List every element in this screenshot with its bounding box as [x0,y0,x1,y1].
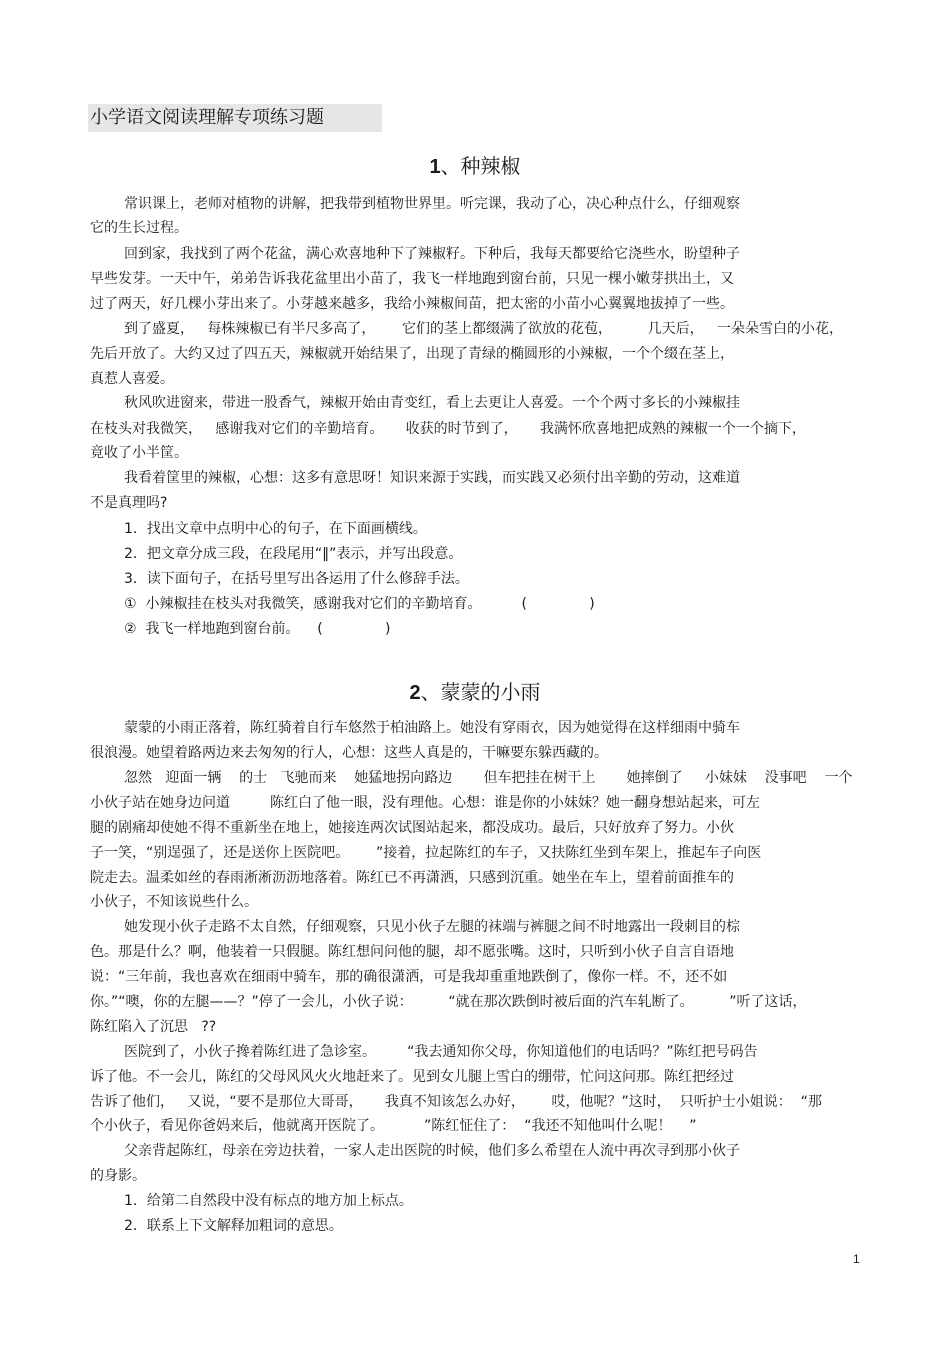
paragraph-line: 很浪漫。她望着路两边来去匆匆的行人，心想：这些人真是的，干嘛要东躲西藏的。 [90,745,608,761]
paragraph-line: 真惹人喜爱。 [90,371,174,387]
paragraph-line: 回到家，我找到了两个花盆，满心欢喜地种下了辣椒籽。下种后，我每天都要给它浇些水，盼望种子 [124,246,740,262]
paragraph-line: 蒙蒙的小雨正落着，陈红骑着自行车悠然于柏油路上。她没有穿雨衣，因为她觉得在这样细雨中骑车 [124,720,740,736]
paragraph-line: 个小伙子，看见你爸妈来后，他就离开医院了。 ”陈红怔住了： “我还不知他叫什么呢！ ” [90,1118,697,1134]
paragraph-line: 陈红陷入了沉思 ?? [90,1019,217,1035]
paragraph-line: 小伙子站在她身边问道 陈红白了他一眼，没有理他。心想：谁是你的小妹妹？她一翻身想站起来，可左 [90,795,761,811]
question-item: 2．联系上下文解释加粗词的意思。 [124,1218,343,1234]
paragraph-line: 小伙子，不知该说些什么。 [90,894,258,910]
question-item: 2．把文章分成三段，在段尾用“‖”表示，并写出段意。 [124,546,463,562]
question-item: 1．找出文章中点明中心的句子，在下面画横线。 [124,521,427,537]
paragraph-line: 告诉了他们， 又说，“要不是那位大哥哥， 我真不知该怎么办好， 哎，他呢？”这时， 只听护士小姐说： “那 [90,1094,822,1110]
paragraph-line: 常识课上，老师对植物的讲解，把我带到植物世界里。听完课，我动了心，决心种点什么，仔细观察 [124,196,740,212]
paragraph-line: 你。”“噢，你的左腿——？”停了一会儿，小伙子说： “就在那次跌倒时被后面的汽车轧断了。 ”听了这话， [90,994,807,1010]
paragraph-line: 早些发芽。一天中午，弟弟告诉我花盆里出小苗了，我飞一样地跑到窗台前，只见一棵小嫩芽拱出土，又 [90,271,734,287]
section-1-number: 1 [429,156,441,178]
section-2-title [0,678,950,707]
paragraph-line: 医院到了，小伙子搀着陈红进了急诊室。 “我去通知你父母，你知道他们的电话吗？”陈红把号码告 [124,1044,758,1060]
paragraph-line: 她发现小伙子走路不太自然，仔细观察，只见小伙子左腿的袜端与裤腿之间不时地露出一段刺目的棕 [124,919,740,935]
question-item: 3．读下面句子，在括号里写出各运用了什么修辞手法。 [124,571,469,587]
section-1-title-text: 、种辣椒 [440,154,521,178]
paragraph-line: 到了盛夏， 每株辣椒已有半尺多高了， 它们的茎上都缀满了欲放的花苞， 几天后， 一朵朵雪白的小花， [124,321,844,337]
paragraph-line: 子一笑，“别逞强了，还是送你上医院吧。 ”接着，拉起陈红的车子，又扶陈红坐到车架上，推起车子向医 [90,845,762,861]
paragraph-line: 它的生长过程。 [90,220,188,236]
section-1-title [0,152,950,181]
paragraph-line: 父亲背起陈红，母亲在旁边扶着，一家人走出医院的时候，他们多么希望在人流中再次寻到那小伙子 [124,1143,740,1159]
paragraph-line: 的身影。 [90,1168,146,1184]
page-number: 1 [853,1252,860,1266]
paragraph-line: 说：“三年前，我也喜欢在细雨中骑车，那的确很潇洒，可是我却重重地跌倒了，像你一样。不，还不如 [90,969,728,985]
paragraph-line: 在枝头对我微笑， 感谢我对它们的辛勤培育。 收获的时节到了， 我满怀欣喜地把成熟的辣椒一个一个摘下， [90,421,806,437]
paragraph-line: 院走去。温柔如丝的春雨淅淅沥沥地落着。陈红已不再潇洒，只感到沉重。她坐在车上，望着前面推车的 [90,870,734,886]
paragraph-line: 竟收了小半筐。 [90,445,188,461]
section-2-title-text: 、蒙蒙的小雨 [420,680,541,704]
question-item: 1．给第二自然段中没有标点的地方加上标点。 [124,1193,413,1209]
paragraph-line: 诉了他。不一会儿，陈红的父母风风火火地赶来了。见到女儿腿上雪白的绷带，忙问这问那。陈红把经过 [90,1069,734,1085]
paragraph-line: 我看着筐里的辣椒，心想：这多有意思呀！知识来源于实践，而实践又必须付出辛勤的劳动，这难道 [124,470,740,486]
document-header: 小学语文阅读理解专项练习题 [90,107,324,128]
paragraph-line: 忽然 迎面一辆 的士 飞驰而来 她猛地拐向路边 但车把挂在树干上 她摔倒了 小妹妹 没事吧 一个 [124,770,853,786]
paragraph-line: 先后开放了。大约又过了四五天，辣椒就开始结果了，出现了青绿的椭圆形的小辣椒，一个个缀在茎上， [90,346,734,362]
paragraph-line: 秋风吹进窗来，带进一股香气，辣椒开始由青变红，看上去更让人喜爱。一个个两寸多长的小辣椒挂 [124,395,740,411]
question-subitem: ① 小辣椒挂在枝头对我微笑，感谢我对它们的辛勤培育。 ( ) [124,596,595,612]
question-subitem: ② 我飞一样地跑到窗台前。 ( ) [124,621,391,637]
paragraph-line: 色。那是什么？啊，他装着一只假腿。陈红想问问他的腿，却不愿张嘴。这时，只听到小伙子自言自语地 [90,944,734,960]
section-2-number: 2 [409,682,421,704]
paragraph-line: 腿的剧痛却使她不得不重新坐在地上，她接连两次试图站起来，都没成功。最后，只好放弃了努力。小伙 [90,820,734,836]
paragraph-line: 过了两天，好几棵小芽出来了。小芽越来越多，我给小辣椒间苗，把太密的小苗小心翼翼地拔掉了一些。 [90,296,734,312]
paragraph-line: 不是真理吗? [90,495,168,511]
